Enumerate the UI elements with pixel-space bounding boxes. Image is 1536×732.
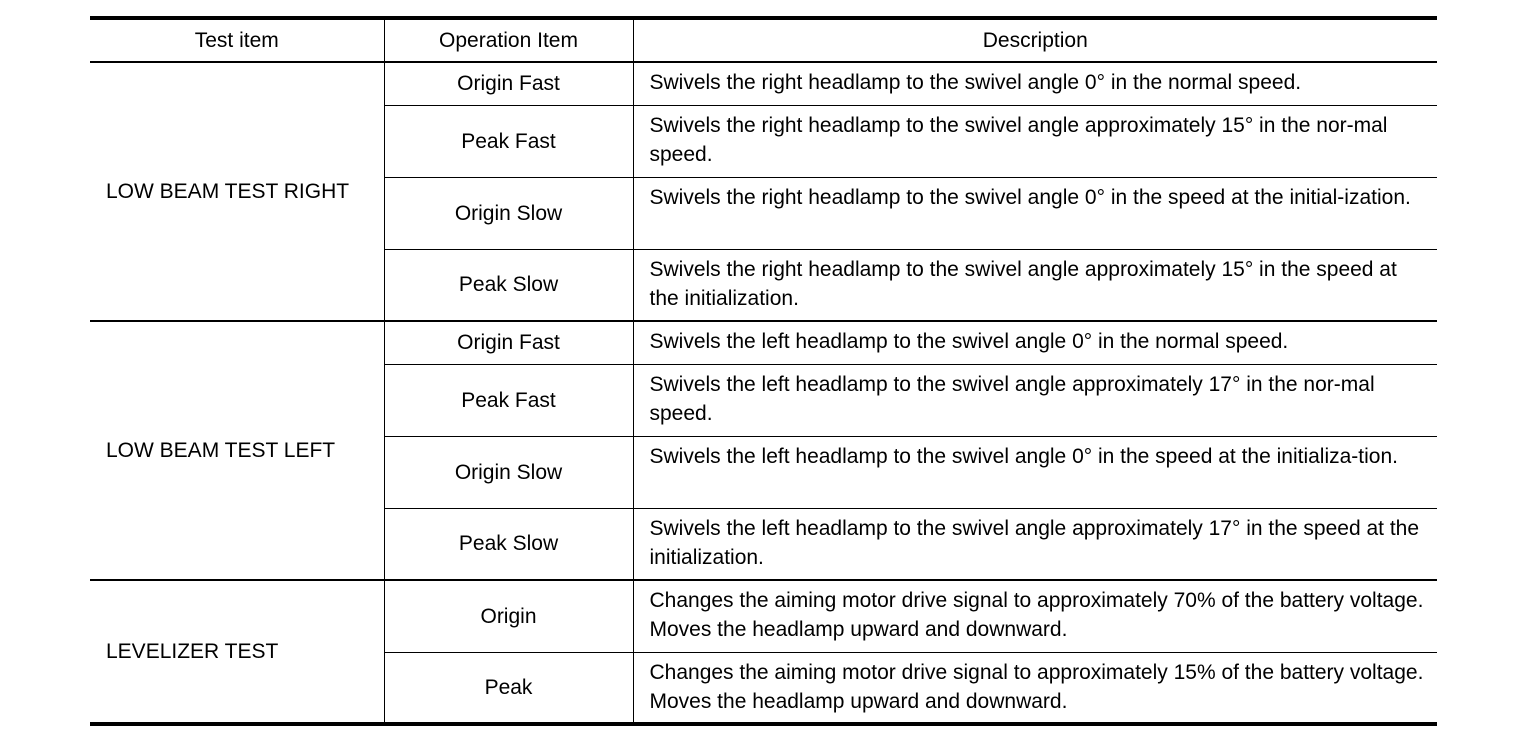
operation-item: Peak Slow (384, 508, 633, 580)
header-description: Description (633, 18, 1437, 62)
test-item-low-beam-left: LOW BEAM TEST LEFT (90, 321, 384, 580)
operation-item: Origin Fast (384, 321, 633, 364)
active-test-table (90, 16, 1437, 726)
operation-item: Origin Slow (384, 177, 633, 249)
header-test-item: Test item (90, 18, 384, 62)
description-cell: Swivels the right headlamp to the swivel angle 0° in the speed at the initial-ization. (633, 177, 1437, 249)
description-cell: Swivels the left headlamp to the swivel angle 0° in the normal speed. (633, 321, 1437, 364)
description-cell: Swivels the right headlamp to the swivel angle 0° in the normal speed. (633, 62, 1437, 105)
table-row (90, 321, 1437, 364)
description-cell: Swivels the left headlamp to the swivel angle 0° in the speed at the initializa-tion. (633, 436, 1437, 508)
operation-item: Peak (384, 652, 633, 724)
header-operation-item: Operation Item (384, 18, 633, 62)
description-cell: Changes the aiming motor drive signal to approximately 15% of the battery voltage. Moves the headlamp upward and downward. (633, 652, 1437, 724)
test-item-low-beam-right: LOW BEAM TEST RIGHT (90, 62, 384, 321)
operation-item: Origin Fast (384, 62, 633, 105)
operation-item: Peak Fast (384, 364, 633, 436)
description-cell: Changes the aiming motor drive signal to approximately 70% of the battery voltage. Moves the headlamp upward and downward. (633, 580, 1437, 652)
operation-item: Origin (384, 580, 633, 652)
description-cell: Swivels the left headlamp to the swivel angle approximately 17° in the speed at the initialization. (633, 508, 1437, 580)
description-cell: Swivels the right headlamp to the swivel angle approximately 15° in the nor-mal speed. (633, 105, 1437, 177)
table-header-row (90, 18, 1437, 62)
table-row (90, 62, 1437, 105)
operation-item: Origin Slow (384, 436, 633, 508)
test-item-levelizer: LEVELIZER TEST (90, 580, 384, 724)
table-row (90, 580, 1437, 652)
description-cell: Swivels the right headlamp to the swivel angle approximately 15° in the speed at the initialization. (633, 249, 1437, 321)
operation-item: Peak Fast (384, 105, 633, 177)
operation-item: Peak Slow (384, 249, 633, 321)
description-cell: Swivels the left headlamp to the swivel angle approximately 17° in the nor-mal speed. (633, 364, 1437, 436)
